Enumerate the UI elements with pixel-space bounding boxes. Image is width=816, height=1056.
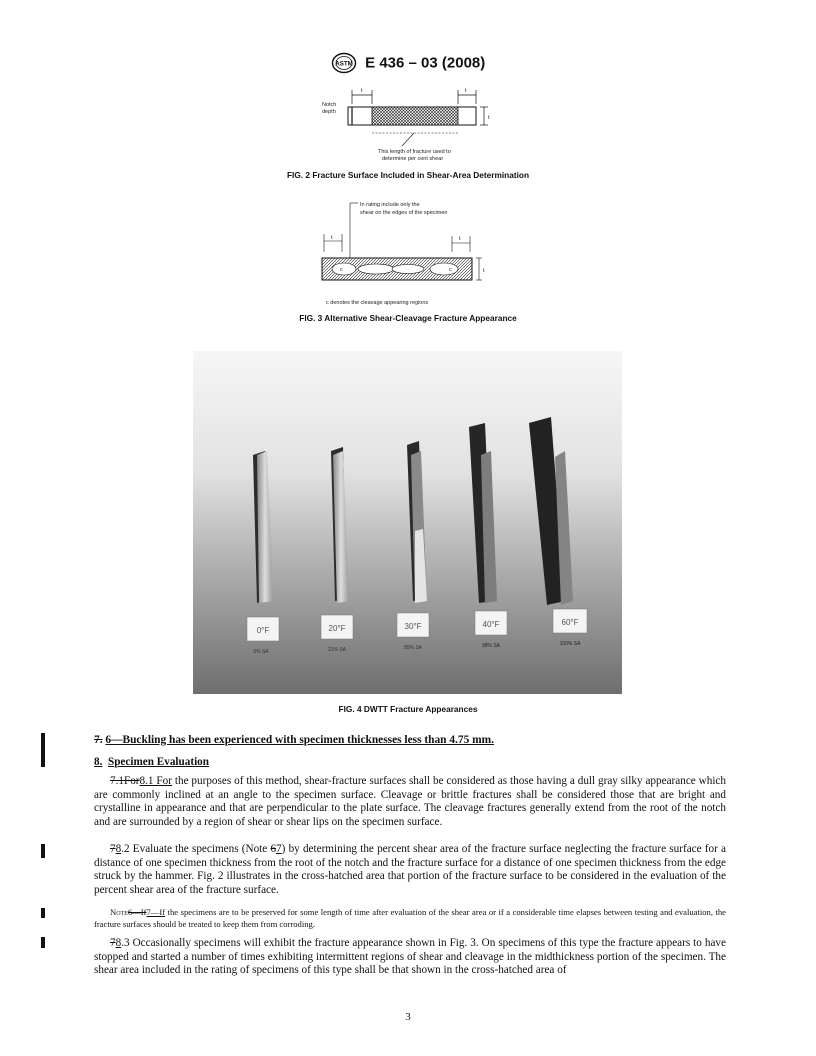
paragraph-text: .2 Evaluate the specimens (Note [121, 843, 271, 855]
fig4-caption: FIG. 4 DWTT Fracture Appearances [338, 704, 478, 714]
fig3-note-1: In rating include only the [360, 202, 420, 208]
inserted-text: 8.1 For [139, 775, 172, 787]
change-bar [41, 937, 45, 948]
inserted-text: 6—Buckling has been experienced with specimen thicknesses less than 4.75 mm. [105, 734, 494, 746]
change-bar [41, 733, 45, 767]
paragraph-8-2 [94, 843, 726, 897]
section-heading [94, 756, 726, 770]
fig2-t-left: t [361, 88, 363, 94]
inserted-text: 7 [276, 843, 282, 855]
astm-logo-icon [331, 52, 357, 74]
paragraph-text: .3 Occasionally specimens will exhibit the fracture appearance shown in Fig. 3. On specimens of this type the fracture appears to have stopped and started a number of times exhibiting intermittent regions of shear and cleavage in the midthickness portion of the specimen. The shear area included in the rating of specimens of this type shall be that shown in the cross-hatched area of [94, 937, 726, 977]
inserted-text: 8 [115, 843, 122, 855]
sa-label-5: 100% SA [559, 641, 581, 647]
change-bar [41, 908, 45, 918]
temp-label-1: 0°F [256, 626, 270, 635]
page-number: 3 [405, 1011, 411, 1023]
fig3-note-2: shear on the edges of the specimen [360, 210, 448, 216]
fig2-depth-label: depth [322, 109, 336, 115]
note6-heading [94, 734, 726, 748]
deleted-text: 6 [270, 843, 277, 855]
sa-label-3: 85% SA [403, 645, 423, 651]
deleted-text: 7. [94, 734, 103, 746]
fig3-t-side: t [483, 268, 485, 274]
temp-label-4: 40°F [482, 620, 500, 629]
paragraph-8-1 [94, 775, 726, 829]
temp-label-2: 20°F [328, 624, 346, 633]
deleted-text: 7 [110, 937, 116, 949]
change-bar [41, 844, 45, 858]
paragraph-text: ) by determining the percent shear area of the fracture surface neglecting the fracture surface for a distance of one specimen thickness from the root of the notch and the fracture surface for a distance of one specimen thickness from the edge struck by the hammer. Fig. 2 illustrates in the cross-hatched area that portion of the fracture surface to be considered in the evaluation of the percent shear area of the fracture surface. [94, 843, 726, 896]
fig3-caption: FIG. 3 Alternative Shear-Cleavage Fracture Appearance [299, 313, 517, 323]
section-number: 8. [94, 756, 103, 768]
paragraph-text: the purposes of this method, shear-fracture surfaces shall be considered as those having a dull gray silky appearance which are commonly inclined at an angle to the specimen surface. Cleavage or brittle fractures shall be considered those that are bright and crystalline in appearance and that are perpendicular to the plate surface. The cleavage fractures generally extend from the root of the notch and are surrounded by a region of shear or shear lips on the specimen surface. [94, 775, 726, 828]
section-title: Specimen Evaluation [107, 756, 209, 768]
fig2-t-side: t [488, 115, 490, 121]
note-text: the specimens are to be preserved for some length of time after evaluation of the shear area or if a considerable time elapses between testing and evaluation, the fracture surfaces should be treated to keep them from corroding. [94, 907, 726, 929]
logo-text: ASTM [334, 60, 353, 68]
fig4-photo [193, 351, 622, 694]
deleted-text: 7.1For [110, 775, 140, 787]
temp-label-5: 60°F [561, 618, 579, 627]
sa-label-2: 21% SA [327, 647, 347, 653]
temp-label-3: 30°F [404, 622, 422, 631]
document-designation: E 436 – 03 (2008) [365, 54, 486, 72]
note-label: Note [110, 907, 128, 917]
sa-label-1: 5% SA [253, 649, 269, 655]
deleted-text: 7 [110, 843, 116, 855]
page-header [0, 52, 816, 74]
paragraph-8-3 [94, 937, 726, 978]
inserted-text: 8 [115, 937, 122, 949]
fig3-bottom-note: c denotes the cleavage appearing regions [326, 300, 429, 306]
inserted-text: 7—If [146, 907, 166, 917]
fig3-t-left: t [331, 235, 333, 241]
fig3-c-left: c [340, 267, 343, 273]
deleted-text: 6—If [127, 907, 147, 917]
fig2-t-right: t [465, 88, 467, 94]
fig3-diagram [316, 196, 516, 308]
sa-label-4: 98% SA [481, 643, 501, 649]
fig2-note-1: This length of fracture used to [378, 149, 451, 155]
fig2-diagram [318, 82, 498, 168]
fig2-notch-label: Notch [322, 102, 337, 108]
fig2-caption: FIG. 2 Fracture Surface Included in Shear-Area Determination [286, 170, 530, 180]
fig3-c-right: c [449, 267, 452, 273]
fig2-note-2: determine per cent shear [382, 156, 444, 162]
note-7 [94, 907, 726, 930]
fig3-t-right: t [459, 236, 461, 242]
